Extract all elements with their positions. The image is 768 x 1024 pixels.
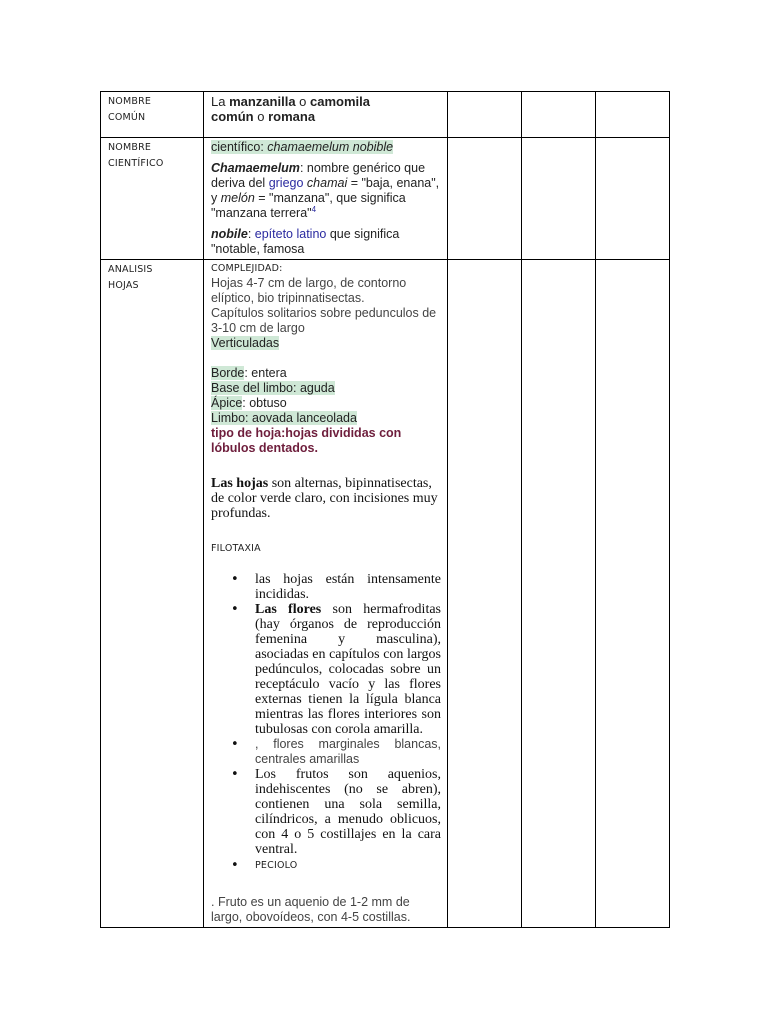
borde-line: [211, 366, 441, 381]
empty-cell: [522, 138, 596, 260]
genus-text-4: = "manzana", que significa "manzana terrera": [211, 191, 406, 220]
cell-leaf-analysis: [204, 260, 448, 928]
common-bold-camomila: camomila: [310, 94, 370, 109]
common-text-2: o: [295, 94, 311, 109]
empty-cell: [522, 260, 596, 928]
scientific-colon: :: [260, 140, 268, 154]
flores-bold: Las flores: [255, 602, 322, 617]
empty-cell: [596, 138, 670, 260]
label-common-name: [101, 92, 204, 138]
label-leaf-analysis: [101, 260, 204, 928]
epithet-text-2: que significa "notable, famosa: [211, 227, 400, 256]
griego-link[interactable]: griego: [268, 176, 304, 190]
genus-text-3: = "baja, enana", y: [211, 176, 440, 205]
list-item: [255, 602, 441, 737]
list-item: • las hojas están intensamente incididas.: [255, 572, 441, 602]
label-leaf-analysis-text: ANALISIS HOJAS: [108, 264, 153, 291]
common-bold-romana: romana: [268, 109, 316, 124]
common-bold-comun: común: [211, 109, 254, 124]
list-item: • Los frutos son aquenios, indehiscentes (no se abren), contienen una sola semilla, cilíndricos, a menudo oblicuos, con 4 o 5 costillajes en la cara ventral.: [255, 767, 441, 857]
leaf-size-text: Hojas 4-7 cm de largo, de contorno elíptico, bio tripinnatisectas.: [211, 276, 407, 305]
common-text-1: La: [211, 94, 230, 109]
plant-table: [100, 91, 670, 928]
genus-melon: melón: [220, 191, 255, 205]
empty-cell: [522, 92, 596, 138]
borde-link[interactable]: Borde: [211, 366, 245, 380]
scientific-link[interactable]: científico: [211, 140, 261, 154]
list-item: • , flores marginales blancas, centrales amarillas: [255, 737, 441, 767]
label-scientific-name: [101, 138, 204, 260]
cell-scientific-name: [204, 138, 448, 260]
limbo-value: : aovada lanceolada: [245, 411, 357, 425]
flores-text: son hermafroditas (hay órganos de reproducción femenina y masculina), asociadas en capítulos con largos pedúnculos, colocadas sobre un receptáculo vacío y las flores externas tienen la lígula blanca mientras las flores interiores son tubulosas con corola amarilla.: [255, 602, 441, 737]
list-item: • PECIOLO: [255, 857, 441, 875]
borde-value: : entera: [244, 366, 287, 380]
limbo-line: [211, 411, 441, 426]
empty-cell: [596, 92, 670, 138]
capitulos-text: Capítulos solitarios sobre pedunculos de 3-10 cm de largo: [211, 306, 437, 335]
apice-link[interactable]: Ápice: [211, 396, 243, 410]
row-scientific-name: [101, 138, 670, 260]
genus-text-1: : nombre genérico que deriva del: [211, 161, 426, 190]
genus-paragraph: [211, 161, 441, 221]
common-text-3: o: [253, 109, 269, 124]
fruto-text: . Fruto es un aquenio de 1-2 mm de largo, obovoídeos, con 4-5 costillas.: [211, 895, 411, 924]
empty-cell: [448, 138, 522, 260]
cell-common-name: [204, 92, 448, 138]
hojas-paragraph: [211, 476, 441, 521]
scientific-line: [211, 140, 441, 155]
epithet-text-1: :: [247, 227, 255, 241]
row-leaf-analysis: [101, 260, 670, 928]
base-line: [211, 381, 441, 396]
genus-chamai: chamai: [306, 176, 348, 190]
leaf-type-text: tipo de hoja:hojas divididas con lóbulos dentados.: [211, 426, 402, 455]
epithet-name: nobile: [211, 227, 248, 241]
base-value: : aguda: [293, 381, 335, 395]
genus-name: Chamaemelum: [211, 161, 300, 175]
limbo-link[interactable]: Limbo: [211, 411, 246, 425]
empty-cell: [448, 260, 522, 928]
complejidad-heading: COMPLEJIDAD:: [211, 263, 283, 274]
empty-cell: [448, 92, 522, 138]
row-common-name: [101, 92, 670, 138]
common-bold-manzanilla: manzanilla: [229, 94, 296, 109]
empty-cell: [596, 260, 670, 928]
apice-value: : obtuso: [242, 396, 287, 410]
verticuladas-text: Verticuladas: [211, 336, 280, 350]
hojas-text: son alternas, bipinnatisectas, de color verde claro, con incisiones muy profundas.: [211, 476, 438, 521]
bullet-list: [211, 572, 441, 875]
epithet-paragraph: [211, 227, 441, 257]
footnote-ref[interactable]: 4: [311, 204, 317, 214]
label-scientific-name-text: NOMBRE CIENTÍFICO: [108, 142, 164, 169]
scientific-binomial: chamaemelum nobible: [267, 140, 394, 154]
epithet-link[interactable]: epíteto latino: [254, 227, 327, 241]
hojas-bold: Las hojas: [211, 476, 269, 491]
base-link[interactable]: Base del limbo: [211, 381, 293, 395]
label-common-name-text: NOMBRE COMÚN: [108, 96, 152, 123]
filotaxia-heading: FILOTAXIA: [211, 543, 261, 554]
apice-line: [211, 396, 441, 411]
